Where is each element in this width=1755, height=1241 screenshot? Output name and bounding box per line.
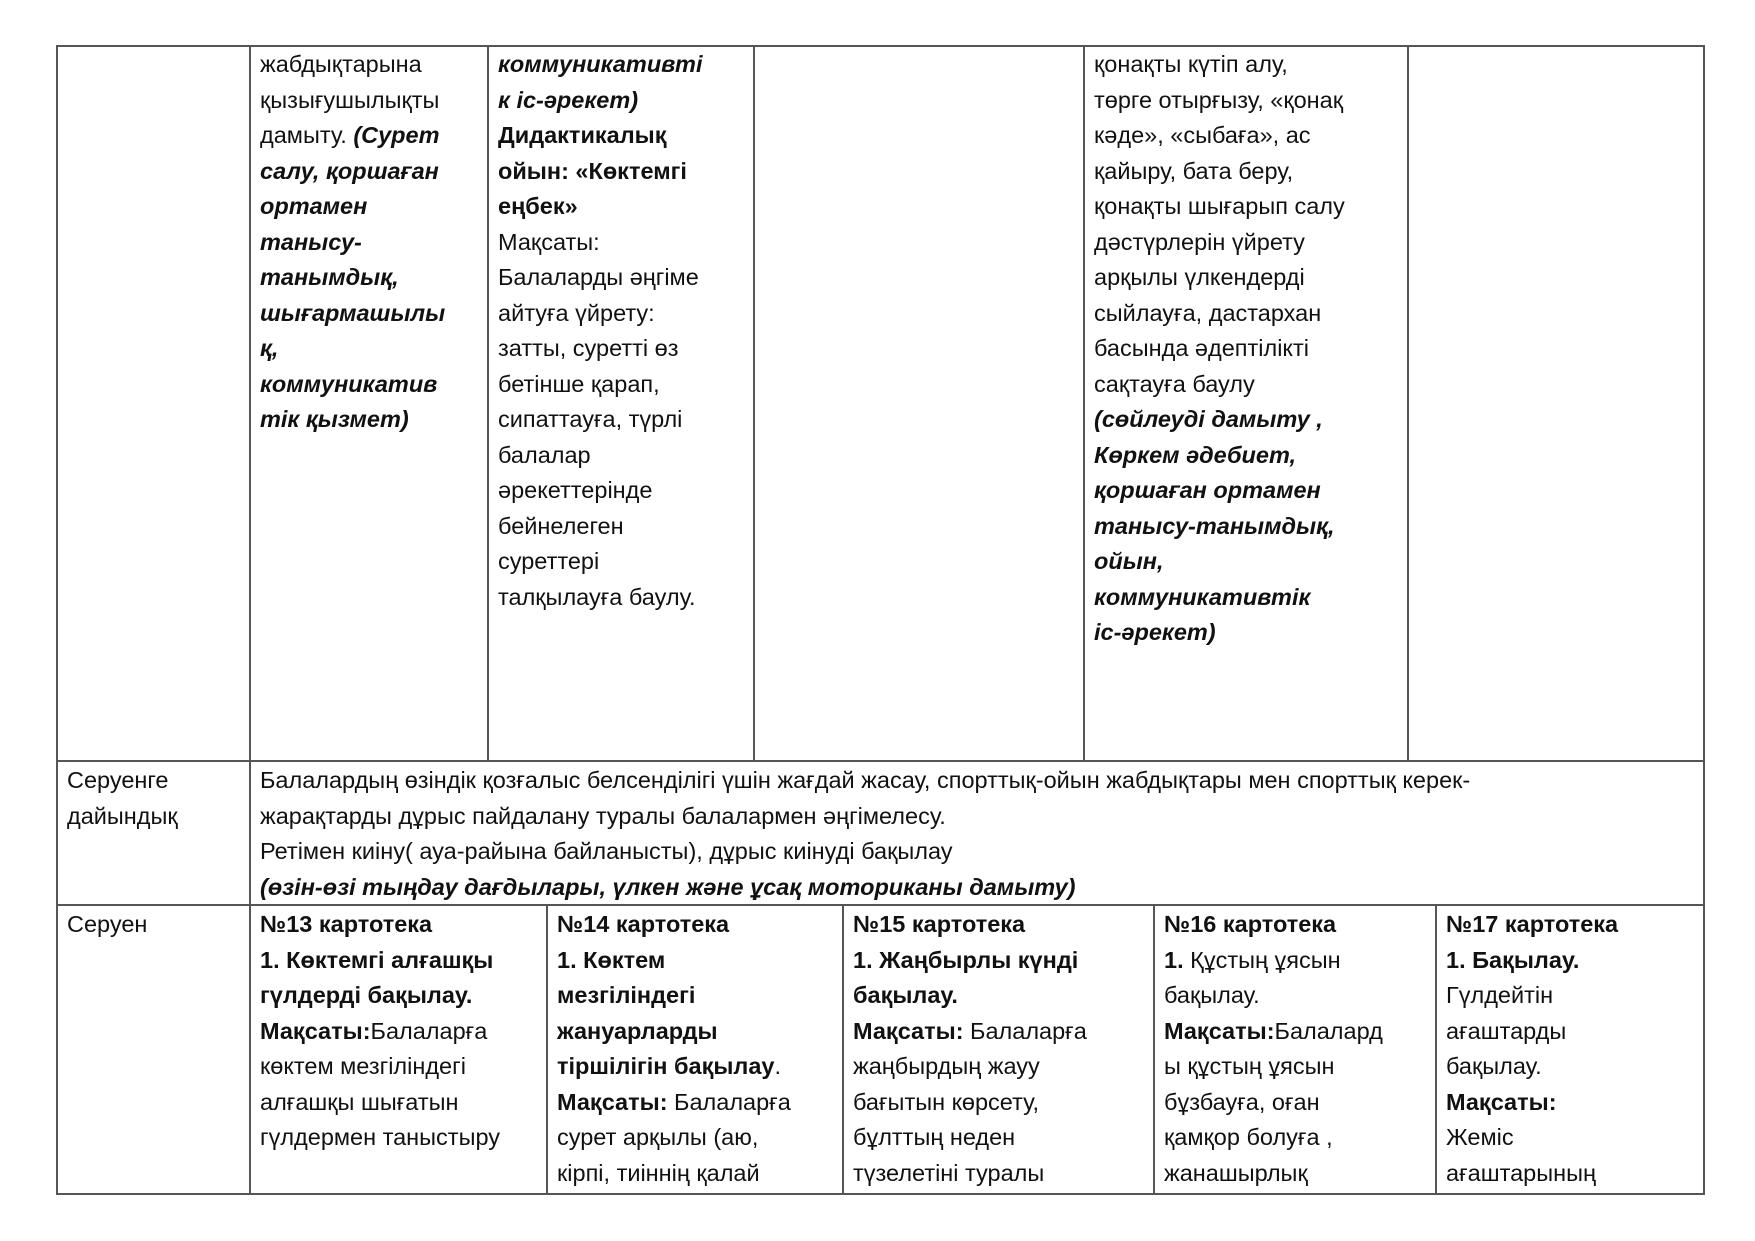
row1-col3-note-top: коммуникативті к іс-әрекет) (498, 51, 703, 113)
card-14-goal-text: Балаларға сурет арқылы (аю, кірпі, тиіннің қалай (557, 1088, 791, 1186)
card-17-observation-text: Гүлдейтін ағаштарды бақылау. (1446, 982, 1567, 1079)
card-15-goal-text: Балаларға жаңбырдың жауу бағытын көрсету, бұлттың неден түзелетіні туралы (853, 1017, 1087, 1186)
card-17-goal-text: Жеміс ағаштарының (1446, 1124, 1596, 1186)
card-14-cell (551, 907, 841, 1192)
row2-content (254, 763, 1702, 903)
row3-label-text: Серуен (67, 911, 148, 937)
row3-divider-c (1153, 904, 1155, 1195)
card-17-observation: 1. Бақылау. (1446, 946, 1580, 973)
card-17-cell (1440, 907, 1702, 1192)
card-14-observation-end: . (774, 1053, 782, 1079)
row1-divider-a (487, 45, 489, 761)
row1-divider-c (1083, 45, 1085, 761)
card-17-goal-label: Мақсаты: (1446, 1088, 1557, 1115)
row3-label (61, 907, 247, 1192)
row3-divider-d (1435, 904, 1437, 1195)
card-16-goal-label: Мақсаты: (1164, 1017, 1275, 1044)
card-17-title: №17 картотека (1446, 911, 1619, 937)
card-13-goal-label: Мақсаты: (260, 1017, 371, 1044)
row1-col5-note: (сөйлеуді дамыту , Көркем әдебиет, қоршаған ортамен танысу-танымдық, ойын, коммуникативтік іс-әрекет) (1094, 406, 1335, 645)
card-13-observation: 1. Көктемгі алғашқы гүлдерді бақылау. (260, 946, 494, 1008)
row-divider-2 (56, 904, 1705, 906)
card-13-goal-text: Балаларға көктем мезгіліндегі алғашқы шығатын гүлдермен таныстыру (260, 1017, 501, 1150)
card-16-title: №16 картотека (1164, 911, 1337, 937)
row1-col5-cell (1088, 47, 1406, 757)
row2-label (61, 763, 247, 903)
row-divider-1 (56, 760, 1705, 762)
didactic-game-title: Дидактикалық ойын: «Көктемгі еңбек» (498, 122, 687, 219)
card-15-cell (847, 907, 1152, 1192)
card-15-observation: 1. Жаңбырлы күнді бақылау. (853, 946, 1079, 1008)
label-column-divider (249, 45, 251, 1195)
didactic-game-goal: Мақсаты: Балаларды әңгіме айтуға үйрету: затты, суретті өз бетінше қарап, сипаттауға, түрлі балалар әрекеттерінде бейнелеген суреттері талқылауға баулу. (498, 228, 699, 610)
row1-col2-note: (Сурет салу, қоршаған ортамен танысу- танымдық, шығармашылы қ, коммуникатив тік қызмет) (260, 122, 446, 432)
schedule-table (56, 45, 1705, 1195)
card-14-observation: 1. Көктем мезгіліндегі жануарларды тіршілігін бақылау (557, 946, 775, 1079)
row1-col5-text: қонақты күтіп алу, төрге отырғызу, «қонақ кәде», «сыбаға», ас қайыру, бата беру, қонақты шығарып салу дәстүрлерін үйрету арқылы үлкендерді сыйлауға, дастархан басында әдептілікті сақтауға баулу (1094, 51, 1345, 397)
row1-col3-cell (492, 47, 752, 757)
card-15-goal-label: Мақсаты: (853, 1017, 964, 1044)
walk-prep-text: Балалардың өзіндік қозғалыс белсенділігі үшін жағдай жасау, спорттық-ойын жабдықтары мен спорттық керек- жарақтарды дұрыс пайдалану туралы балалармен әңгімелесу. Ретімен киіну( ауа-райына байланысты), дұрыс киінуді бақылау (260, 767, 1471, 864)
row1-divider-b (753, 45, 755, 761)
card-16-observation: Құстың ұясын бақылау. (1164, 946, 1341, 1008)
table-border-right (1703, 45, 1705, 1195)
row1-col2-cell (254, 47, 486, 757)
card-13-title: №13 картотека (260, 911, 433, 937)
table-border-bottom (56, 1193, 1705, 1195)
card-15-title: №15 картотека (853, 911, 1026, 937)
card-14-goal-label: Мақсаты: (557, 1088, 668, 1115)
row3-divider-b (842, 904, 844, 1195)
card-16-goal-text: Балалард ы құстың ұясын бұзбауға, оған қамқор болуға , жанашырлық (1164, 1017, 1383, 1186)
card-16-cell (1158, 907, 1434, 1192)
card-13-cell (254, 907, 545, 1192)
row1-divider-d (1407, 45, 1409, 761)
card-14-title: №14 картотека (557, 911, 730, 937)
row2-label-text: Серуенге дайындық (67, 767, 178, 829)
walk-prep-note: (өзін-өзі тыңдау дағдылары, үлкен және ұсақ моториканы дамыту) (260, 873, 1076, 900)
row1-col2-text: жабдықтарына қызығушылықты дамыту. (260, 51, 440, 148)
row3-divider-a (546, 904, 548, 1195)
table-border-left (56, 45, 58, 1195)
card-16-observation-prefix: 1. (1164, 946, 1184, 973)
